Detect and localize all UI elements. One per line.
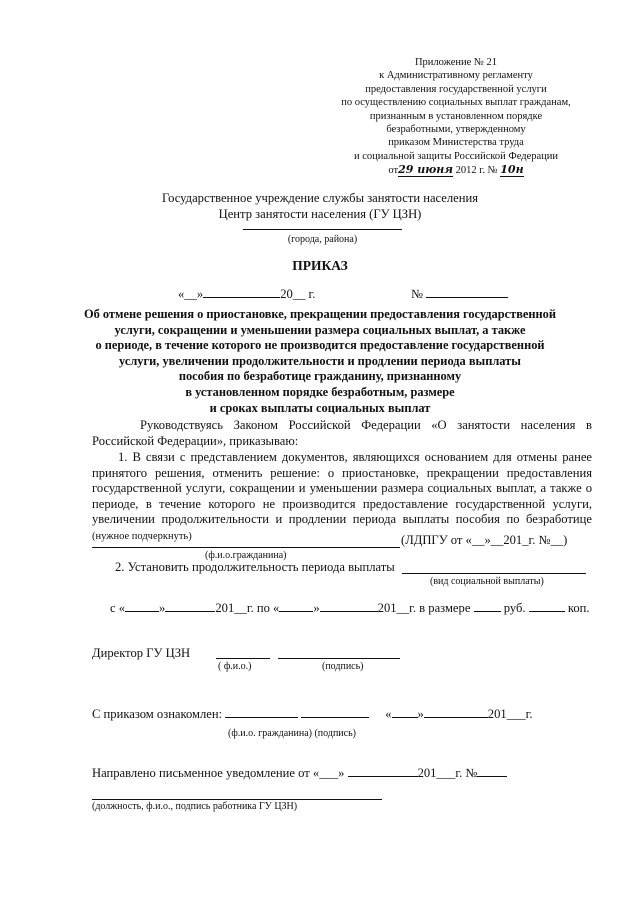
kopecks-label: коп. (567, 601, 590, 615)
period-to-day-blank (279, 600, 313, 612)
annex-date-line (326, 163, 586, 177)
city-caption: (города, района) (287, 234, 358, 245)
paragraph-1-text: 1. В связи с представлением документов, являющихся основанием для отмены ранее принятого решения, отменить решение: о приостановке, прекращении предоставления государственной услуги, сокращении и уменьшении размера социальных выплат, а также о периоде, в течение которого не производится предоставление государственной услуги, увеличении продолжительности и продлении периода выплаты пособия по безработице (92, 450, 592, 526)
period-from-close: » (159, 601, 166, 615)
period-to-close: » (313, 601, 320, 615)
subject-line: Об отмене решения о приостановке, прекращении предоставления государственной (83, 307, 557, 321)
subject-title (0, 307, 640, 416)
acquaint-day-blank (392, 706, 418, 718)
period-from-month-blank (165, 600, 215, 612)
annex-date-year: 2012 г. № (455, 165, 498, 177)
director-fio-caption: ( ф.и.о.) (218, 661, 252, 672)
notice-year: 201___г. № (417, 766, 478, 780)
subject-line: о периоде, в течение которого не производится предоставление государственной (95, 338, 545, 353)
order-number-sign: № (411, 287, 424, 301)
period-from-day-blank (125, 600, 159, 612)
institution-name: Государственное учреждение службы занятости населения (161, 191, 479, 205)
subject-line: услуги, сокращении и уменьшении размера социальных выплат, а также (114, 322, 526, 337)
acquaint-caption: (ф.и.о. гражданина) (подпись) (228, 728, 356, 739)
annex-handwritten-number: 10н (500, 163, 524, 177)
acquaint-date-close: » (417, 707, 424, 721)
annex-date-prefix: от (388, 165, 399, 177)
period-amount-line (110, 600, 590, 616)
annex-block (326, 56, 586, 178)
center-name: Центр занятости населения (ГУ ЦЗН) (218, 207, 422, 221)
payment-type-caption: (вид социальной выплаты) (430, 576, 544, 587)
rubles-label: руб. (503, 601, 526, 615)
acquaint-line (92, 706, 532, 722)
employee-blank-line (92, 799, 382, 800)
rubles-blank (474, 600, 501, 612)
director-sign-blank (278, 658, 400, 659)
subject-line: услуги, увеличении продолжительности и продлении периода выплаты (119, 353, 521, 368)
notice-line (92, 765, 507, 781)
underline-note: (нужное подчеркнуть) (92, 530, 192, 542)
order-date (178, 286, 315, 302)
order-date-open: «__» (178, 287, 204, 301)
paragraph-1 (92, 450, 592, 544)
city-blank-line (243, 229, 402, 230)
notice-number-blank (477, 765, 507, 777)
annex-line: к Административному регламенту (379, 70, 533, 82)
director-fio-blank (216, 658, 270, 659)
kopecks-blank (529, 600, 565, 612)
payment-type-blank-line (402, 573, 586, 574)
annex-line: и социальной защиты Российской Федерации (353, 150, 559, 162)
employee-caption: (должность, ф.и.о., подпись работника ГУ ЦЗН) (92, 801, 298, 812)
annex-line: признанным в установленном порядке (369, 110, 543, 122)
subject-line: и сроках выплаты социальных выплат (209, 400, 431, 415)
order-number (411, 286, 508, 302)
ldpgu-reference: (ЛДПГУ от «__»__201_г. №__) (401, 533, 568, 547)
annex-line: Приложение № 21 (414, 57, 498, 68)
order-date-year: 20__ г. (280, 287, 316, 301)
acquaint-label: С приказом ознакомлен: (92, 707, 223, 721)
annex-line: предоставления государственной услуги (365, 83, 547, 95)
period-from-open: с « (110, 601, 126, 615)
citizen-blank-line (92, 547, 400, 548)
acquaint-fio-blank (225, 706, 298, 718)
acquaint-month-blank (424, 706, 488, 718)
subject-line: в установленном порядке безработным, размере (185, 384, 455, 399)
annex-line: приказом Министерства труда (388, 137, 524, 149)
period-to-open: 201__г. по « (215, 601, 280, 615)
acquaint-date-open: « (385, 707, 392, 721)
order-number-blank (426, 286, 508, 298)
paragraph-2: 2. Установить продолжительность периода выплаты (115, 560, 395, 574)
subject-line: пособия по безработице гражданину, признанному (178, 369, 462, 384)
acquaint-sign-blank (301, 706, 369, 718)
notice-month-blank (348, 765, 418, 777)
director-label: Директор ГУ ЦЗН (92, 646, 191, 660)
order-title: ПРИКАЗ (292, 258, 348, 273)
period-amount-label: 201__г. в размере (377, 601, 471, 615)
notice-text: Направлено письменное уведомление от «___» (92, 766, 348, 780)
paragraph-basis: Руководствуясь Законом Российской Федерации «О занятости населения в Российской Федерации», приказываю: (92, 418, 592, 448)
citizen-fio-caption: (ф.и.о.гражданина) (205, 550, 287, 561)
order-month-blank (203, 286, 280, 298)
annex-line: безработными, утвержденному (386, 124, 526, 136)
annex-handwritten-date: 29 июня (398, 163, 454, 177)
director-sign-caption: (подпись) (322, 661, 364, 672)
annex-line: по осуществлению социальных выплат гражданам, (341, 97, 571, 109)
acquaint-year: 201___г. (487, 707, 533, 721)
period-to-month-blank (320, 600, 378, 612)
